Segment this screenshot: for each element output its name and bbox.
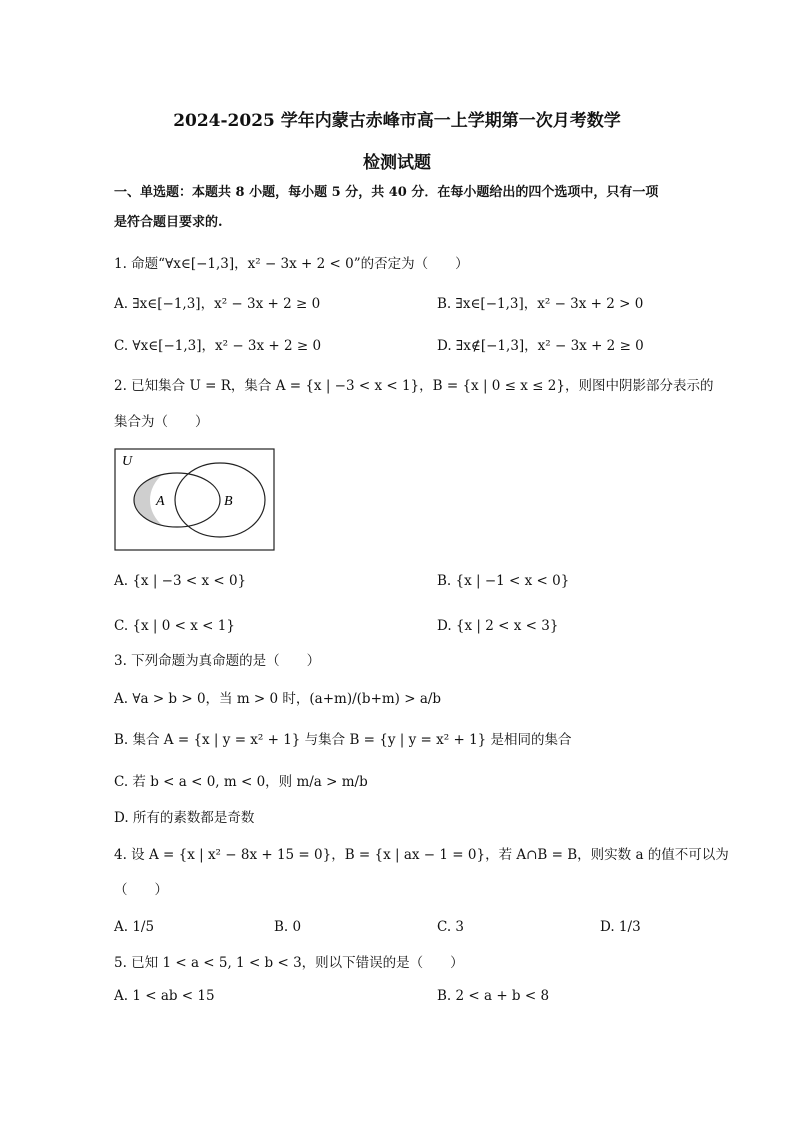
- question-3-stem: 3. 下列命题为真命题的是（ ）: [114, 653, 321, 669]
- question-4-option-a[interactable]: A. 1/5: [114, 919, 155, 935]
- page-title-line1: 2024-2025 学年内蒙古赤峰市高一上学期第一次月考数学: [173, 111, 621, 131]
- question-3-option-b[interactable]: B. 集合 A = {x | y = x² + 1} 与集合 B = {y | y = x² + 1} 是相同的集合: [114, 732, 572, 748]
- question-3-option-a[interactable]: A. ∀a > b > 0，当 m > 0 时，(a+m)/(b+m) > a/b: [114, 691, 442, 707]
- question-5-option-b[interactable]: B. 2 < a + b < 8: [437, 988, 550, 1004]
- question-5-option-a[interactable]: A. 1 < ab < 15: [114, 988, 215, 1004]
- question-2-stem: 2. 已知集合 U = R，集合 A = {x | −3 < x < 1}，B = {x | 0 ≤ x ≤ 2}，则图中阴影部分表示的: [114, 378, 714, 394]
- question-1-stem: 1. 命题“∀x∈[−1,3]，x² − 3x + 2 < 0”的否定为（ ）: [114, 256, 469, 272]
- question-1-option-c[interactable]: C. ∀x∈[−1,3]，x² − 3x + 2 ≥ 0: [114, 338, 322, 354]
- question-4-option-d[interactable]: D. 1/3: [600, 919, 641, 935]
- question-2-option-c[interactable]: C. {x | 0 < x < 1}: [114, 618, 235, 634]
- label-u: U: [122, 454, 133, 469]
- question-4-stem: 4. 设 A = {x | x² − 8x + 15 = 0}，B = {x | ax − 1 = 0}，若 A∩B = B，则实数 a 的值不可以为: [114, 847, 729, 863]
- question-5-stem: 5. 已知 1 < a < 5, 1 < b < 3，则以下错误的是（ ）: [114, 955, 464, 971]
- question-2-option-b[interactable]: B. {x | −1 < x < 0}: [437, 573, 570, 589]
- section-heading-cont: 是符合题目要求的.: [114, 215, 223, 230]
- page-title-line2: 检测试题: [363, 153, 431, 173]
- label-a: A: [156, 494, 165, 509]
- question-2-option-a[interactable]: A. {x | −3 < x < 0}: [114, 573, 247, 589]
- section-heading: 一、单选题：本题共 8 小题，每小题 5 分，共 40 分．在每小题给出的四个选项中，只有一项: [114, 185, 659, 200]
- question-4-option-b[interactable]: B. 0: [274, 919, 302, 935]
- question-3-option-c[interactable]: C. 若 b < a < 0, m < 0，则 m/a > m/b: [114, 774, 368, 790]
- question-2-stem-cont: 集合为（ ）: [114, 414, 209, 430]
- question-4-stem-cont: （ ）: [114, 882, 168, 898]
- label-b: B: [224, 494, 233, 509]
- question-1-option-b[interactable]: B. ∃x∈[−1,3]，x² − 3x + 2 > 0: [437, 296, 644, 312]
- question-1-option-d[interactable]: D. ∃x∉[−1,3]，x² − 3x + 2 ≥ 0: [437, 338, 644, 354]
- venn-diagram: [114, 448, 276, 552]
- question-3-option-d[interactable]: D. 所有的素数都是奇数: [114, 810, 255, 826]
- question-4-option-c[interactable]: C. 3: [437, 919, 465, 935]
- question-1-option-a[interactable]: A. ∃x∈[−1,3]，x² − 3x + 2 ≥ 0: [114, 296, 321, 312]
- question-2-option-d[interactable]: D. {x | 2 < x < 3}: [437, 618, 559, 634]
